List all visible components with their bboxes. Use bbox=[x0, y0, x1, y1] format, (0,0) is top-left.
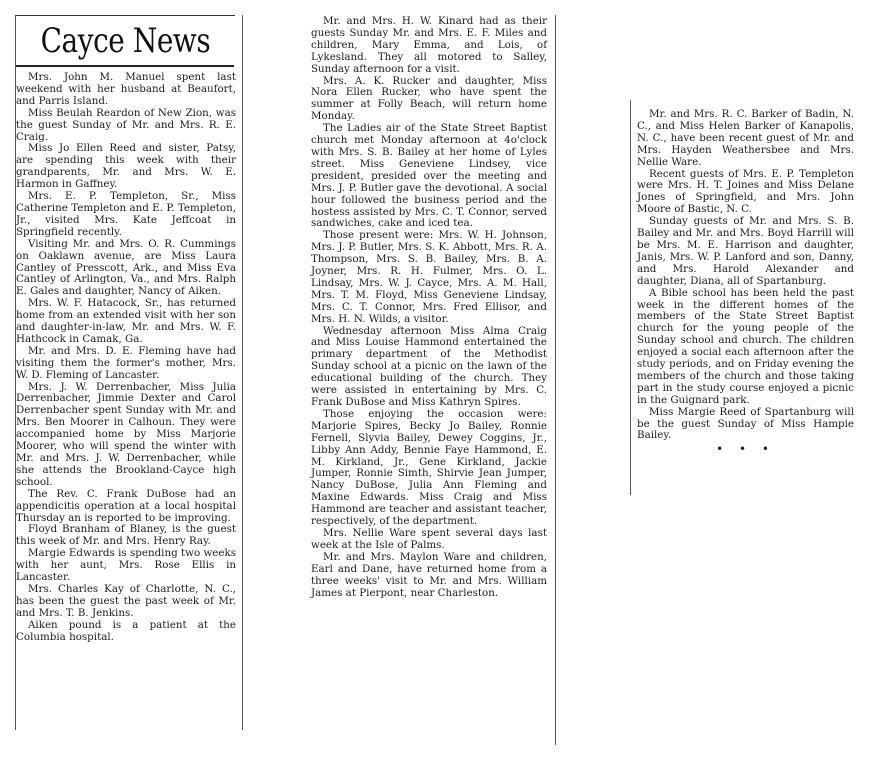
article-paragraph: Miss Jo Ellen Reed and sister, Patsy, are spending this week with their grandparents, Mr. and Mrs. W. E. Harmon in Gaffney. bbox=[16, 142, 236, 191]
column-2 bbox=[311, 16, 547, 599]
headline: Cayce News bbox=[40, 21, 210, 61]
article-paragraph: The Rev. C. Frank DuBose had an appendicitis operation at a local hospital Thursday an is reported to be improving. bbox=[16, 487, 236, 524]
article-paragraph: Mrs. Nellie Ware spent several days last week at the Isle of Palms. bbox=[311, 526, 547, 551]
article-paragraph: Mrs. Charles Kay of Charlotte, N. C., has been the guest the past week of Mr. and Mrs. T. B. Jenkins. bbox=[16, 582, 236, 619]
article-paragraph: Those present were: Mrs. W. H. Johnson, Mrs. J. P. Butler, Mrs. S. K. Abbott, Mrs. R. A. Thompson, Mrs. S. B. Bailey, Mrs. B. A. Joyner, Mrs. R. H. Fulmer, Mrs. O. L. Lindsay, Mrs. W. J. Cayce, Mrs. A. M. Hall, Mrs. T. M. Floyd, Miss Geneviene Lindsay, Mrs. C. T. Connor, Mrs. Fred Ellisor, and Mrs. H. N. Wilds, a visitor. bbox=[311, 229, 547, 325]
article-paragraph: Wednesday afternoon Miss Alma Craig and Miss Louise Hammond entertained the primary department of the Methodist Sunday school at a picnic on the lawn of the educational building of the church. They were assisted in entertaining by Mrs. C. Frank DuBose and Miss Kathryn Spires. bbox=[311, 324, 547, 408]
article-paragraph: Miss Beulah Reardon of New Zion, was the guest Sunday of Mr. and Mrs. R. E. Craig. bbox=[16, 106, 236, 143]
article-paragraph: Mr. and Mrs. R. C. Barker of Badin, N. C., and Miss Helen Barker of Kanapolis, N. C., have been recent guest of Mr. and Mrs. Hayden Weathersbee and Mrs. Nellie Ware. bbox=[637, 108, 854, 168]
article-paragraph: Mrs. W. F. Hatacock, Sr., has returned home from an extended visit with her son and daughter-in-law, Mr. and Mrs. W. F. Hathcock in Camak, Ga. bbox=[16, 297, 236, 345]
article-paragraph: Margie Edwards is spending two weeks with her aunt, Mrs. Rose Ellis in Lancaster. bbox=[16, 547, 236, 584]
column-rule-2 bbox=[555, 15, 556, 745]
column-3 bbox=[637, 109, 854, 456]
article-paragraph: Mr. and Mrs. H. W. Kinard had as their guests Sunday Mr. and Mrs. E. F. Miles and children, Mary Emma, and Lois, of Lykesland. They all motored to Salley, Sunday afternoon for a visit. bbox=[311, 15, 547, 75]
column-1 bbox=[16, 72, 236, 644]
article-paragraph: Those enjoying the occasion were: Marjorie Spires, Becky Jo Bailey, Ronnie Fernell, Slyvia Bailey, Dewey Coggins, Jr., Libby Ann Addy, Bennie Faye Hammond, E. M. Kirkland, Jr., Gene Kirkland, Jackie Jumper, Ronnie Simth, Shirvie Jean Jumper, Nancy DuBose, Julia Ann Fleming and Maxine Edwards. Miss Craig and Miss Hammond are teacher and assistant teacher, respectively, of the department. bbox=[311, 407, 547, 528]
article-paragraph: Recent guests of Mrs. E. P. Templeton were Mrs. H. T. Joines and Miss Delane Jones of Springfield, and Mrs. John Moore of Bastic, N. C. bbox=[637, 167, 854, 216]
article-paragraph: The Ladies air of the State Street Baptist church met Monday afternoon at 4o'clock with Mrs. S. B. Bailey at her home of Lyles street. Miss Geneviene Lindsey, vice president, presided over the meeting and Mrs. J. P. Butler gave the devotional. A social hour followed the business period and the hostess assisted by Mrs. C. T. Connor, served sandwiches, cake and iced tea. bbox=[311, 122, 547, 230]
article-paragraph: Aiken pound is a patient at the Columbia hospital. bbox=[16, 618, 236, 643]
article-paragraph: Floyd Branham of Blaney, is the guest this week of Mr. and Mrs. Henry Ray. bbox=[16, 523, 236, 548]
article-paragraph: Mr. and Mrs. Maylon Ware and children, Earl and Dane, have returned home from a three weeks' visit to Mr. and Mrs. William James at Pierpont, near Charleston. bbox=[311, 550, 547, 599]
top-rule bbox=[16, 15, 235, 16]
headline-box bbox=[16, 17, 234, 67]
column-rule-1 bbox=[242, 15, 243, 730]
article-paragraph: A Bible school has been held the past week in the different homes of the members of the State Street Baptist church for the young people of the Sunday school and church. The children enjoyed a social each afternoon after the study periods, and on Friday evening the members of the church and those taking part in the study course enjoyed a picnic in the Guignard park. bbox=[637, 286, 854, 406]
article-paragraph: Sunday guests of Mr. and Mrs. S. B. Bailey and Mr. and Mrs. Boyd Harrill will be Mrs. M. E. Harrison and daughter, Janis, Mrs. W. P. Lanford and son, Danny, and Mrs. Harold Alexander and daughter, Diana, all of Spartanburg. bbox=[637, 215, 854, 287]
end-mark: • • • bbox=[716, 442, 775, 457]
article-paragraph: Mr. and Mrs. D. E. Fleming have had visiting them the former's mother, Mrs. W. D. Fleming of Lancaster. bbox=[16, 344, 236, 381]
article-paragraph: Mrs. E. P. Templeton, Sr., Miss Catherine Templeton and E. P. Templeton, Jr., visited Mrs. Kate Jeffcoat in Springfield recently. bbox=[16, 190, 236, 238]
column-rule-3 bbox=[630, 100, 631, 495]
article-paragraph: Mrs. John M. Manuel spent last weekend with her husband at Beaufort, and Parris Island. bbox=[16, 71, 236, 107]
article-paragraph: Visiting Mr. and Mrs. O. R. Cummings on Oaklawn avenue, are Miss Laura Cantley of Presscott, Ark., and Miss Eva Cantley of Arlington, Va., and Mrs. Ralph E. Gales and daughter, Nancy of Aiken. bbox=[16, 237, 236, 298]
article-paragraph: Mrs. J. W. Derrenbacher, Miss Julia Derrenbacher, Jimmie Dexter and Carol Derrenbacher spent Sunday with Mr. and Mrs. Ben Moorer in Calhoun. They were accompanied home by Miss Marjorie Moorer, who will spend the winter with Mr. and Mrs. J. W. Derrenbacher, while she attends the Brookland-Cayce high school. bbox=[16, 380, 236, 488]
article-paragraph: Miss Margie Reed of Spartanburg will be the guest Sunday of Miss Hampie Bailey. bbox=[637, 405, 854, 442]
article-paragraph: Mrs. A. K. Rucker and daughter, Miss Nora Ellen Rucker, who have spent the summer at Folly Beach, will return home Monday. bbox=[311, 74, 547, 123]
